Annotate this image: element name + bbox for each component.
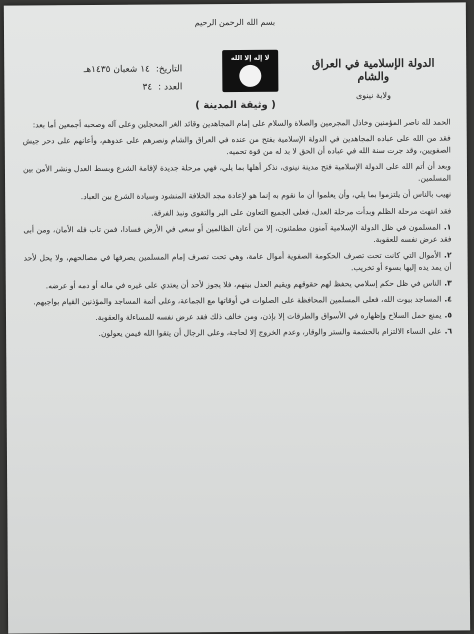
item-number: ١.	[443, 222, 452, 232]
number-value: ٣٤	[142, 82, 153, 93]
item-number: ٢.	[444, 250, 452, 260]
date-row	[32, 60, 182, 79]
intro-paragraph: وبعد أن أتم الله على الدولة الإسلامية فتح مدينة نينوى، نذكر أهلها بما يلي، فهي مرحلة جديدة لإقامة الشرع وبسط العدل ونشر الأمن بين المسلمين.	[22, 161, 452, 184]
black-flag-logo	[222, 50, 278, 92]
org-header	[298, 57, 448, 101]
intro-paragraph: نهيب بالناس أن يلتزموا بما يلي، وأن يعلموا أن ما نقوم به إنما هو لإعادة مجد الخلافة المنشود وسيادة الشرع بين العباد.	[80, 189, 452, 202]
list-item	[24, 294, 452, 309]
list-item	[24, 310, 452, 325]
document-meta	[32, 60, 182, 97]
intro-paragraph: فقد من الله على عباده المجاهدين في الدولة الإسلامية بفتح من عنده في العراق والشام ونصرهم على عدوهم، وأعانهم على دحر جيش الصفويين، وقد جرت سنة الله في عباده أن الحق لا بد له من قوة تحميه.	[22, 133, 451, 157]
list-item	[24, 278, 452, 293]
basmala: بسم الله الرحمن الرحيم	[194, 17, 276, 28]
document-subject: ( وثيقة المدينة )	[195, 99, 276, 112]
opening-line: الحمد لله ناصر المؤمنين وخاذل المجرمين والصلاة والسلام على إمام المجاهدين وقائد الغر المحجلين وعلى آله وصحبه أجمعين أما بعد:	[32, 117, 451, 130]
date-value: ١٤ شعبان ١٤٣٥هـ	[83, 64, 150, 76]
flag-text: لا إله إلا الله	[230, 53, 270, 63]
item-text: على النساء الالتزام بالحشمة والستر والوقار، وعدم الخروج إلا لحاجة، وعلى الرجال أن يتقوا الله فيمن يعولون.	[98, 326, 442, 339]
item-text: الناس في ظل حكم إسلامي يحفظ لهم حقوقهم ويقيم العدل بينهم، فلا يجوز لأحد أن يعتدي على غيره في ماله أو دمه أو عرضه.	[45, 278, 442, 291]
list-item	[24, 249, 452, 276]
list-item	[24, 326, 452, 341]
date-label: التاريخ:	[155, 64, 183, 75]
item-text: الأموال التي كانت تحت تصرف الحكومة الصفوية أموال عامة، وهي تحت تصرف إمام المسلمين يصرفها في مصالحهم، ولا يحل لأحد أن يمد يده إليها بسوء أو تخريب.	[23, 250, 452, 273]
item-number: ٦.	[444, 326, 453, 336]
item-text: المسلمون في ظل الدولة الإسلامية آمنون مطمئنون، إلا من أعان الظالمين أو سعى في الأرض فسادا، فمن تاب فله الأمان، ومن أبى فقد عرض نفسه للعقوبة.	[23, 222, 452, 244]
document-page	[4, 2, 470, 633]
org-title: الدولة الإسلامية في العراق والشام	[311, 56, 435, 84]
item-number: ٤.	[444, 294, 452, 304]
document-body	[23, 117, 453, 345]
number-row	[32, 78, 182, 97]
item-text: المساجد بيوت الله، فعلى المسلمين المحافظة على الصلوات في أوقاتها مع الجماعة، وعلى أئمة المساجد والمؤذنين القيام بواجبهم.	[33, 294, 442, 307]
item-text: يمنع حمل السلاح وإظهاره في الأسواق والطرقات إلا بإذن، ومن خالف ذلك فقد عرض نفسه للمساءلة والعقوبة.	[95, 310, 442, 323]
item-number: ٥.	[444, 310, 453, 320]
item-number: ٣.	[444, 278, 452, 288]
province-name: ولاية نينوى	[355, 90, 391, 101]
number-label: العدد :	[158, 82, 183, 93]
list-item	[23, 221, 451, 248]
intro-paragraph: فقد انتهت مرحلة الظلم وبدأت مرحلة العدل، فعلى الجميع التعاون على البر والتقوى ونبذ الفرقة.	[151, 206, 452, 218]
seal-icon	[239, 65, 261, 87]
